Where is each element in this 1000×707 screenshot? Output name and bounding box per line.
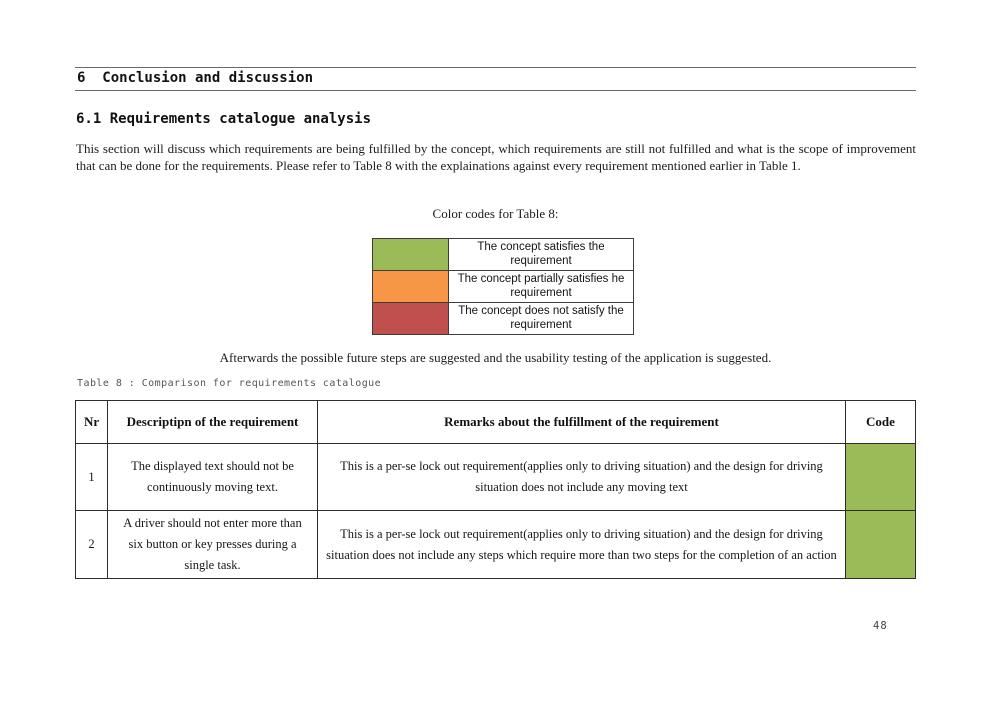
col-header-code: Code — [846, 401, 916, 444]
legend-swatch-orange — [373, 271, 449, 303]
subsection-heading: 6.1 Requirements catalogue analysis — [76, 111, 372, 127]
legend-row-partially-satisfies — [373, 271, 634, 303]
cell-remarks: This is a per-se lock out requirement(applies only to driving situation) and the design for driving situation does not include any steps which require more than two steps for the completion of an action — [318, 511, 846, 579]
section-heading: 6 Conclusion and discussion — [77, 70, 314, 86]
col-header-description: Descriptipn of the requirement — [108, 401, 318, 444]
table-row — [76, 511, 916, 579]
intro-paragraph: This section will discuss which requirements are being fulfilled by the concept, which requirements are still not fulfilled and what is the scope of improvement that can be done for the requirements. Please refer to Table 8 with the explainations against every requirement mentioned earlier in Table 1. — [76, 141, 916, 173]
table8-caption: Table 8 : Comparison for requirements catalogue — [77, 378, 382, 389]
cell-nr: 2 — [76, 511, 108, 579]
cell-description: A driver should not enter more than six button or key presses during a single task. — [108, 511, 318, 579]
legend-label-does-not-satisfy: The concept does not satisfy the requirement — [449, 303, 634, 335]
color-legend-table — [372, 238, 634, 335]
col-header-remarks: Remarks about the fulfillment of the requirement — [318, 401, 846, 444]
legend-label-partially-satisfies: The concept partially satisfies he requirement — [449, 271, 634, 303]
section-heading-rule — [75, 67, 916, 91]
cell-code-green — [846, 511, 916, 579]
legend-label-satisfies: The concept satisfies the requirement — [449, 239, 634, 271]
cell-description: The displayed text should not be continuously moving text. — [108, 444, 318, 511]
table8 — [75, 400, 916, 579]
color-codes-caption: Color codes for Table 8: — [432, 206, 559, 221]
legend-row-satisfies — [373, 239, 634, 271]
cell-remarks: This is a per-se lock out requirement(applies only to driving situation) and the design for driving situation does not include any moving text — [318, 444, 846, 511]
legend-swatch-red — [373, 303, 449, 335]
col-header-nr: Nr — [76, 401, 108, 444]
cell-nr: 1 — [76, 444, 108, 511]
afterwards-note: Afterwards the possible future steps are suggested and the usability testing of the application is suggested. — [219, 350, 772, 365]
page-number: 48 — [873, 620, 888, 632]
legend-row-does-not-satisfy — [373, 303, 634, 335]
table-row — [76, 444, 916, 511]
table8-header-row — [76, 401, 916, 444]
cell-code-green — [846, 444, 916, 511]
legend-swatch-green — [373, 239, 449, 271]
